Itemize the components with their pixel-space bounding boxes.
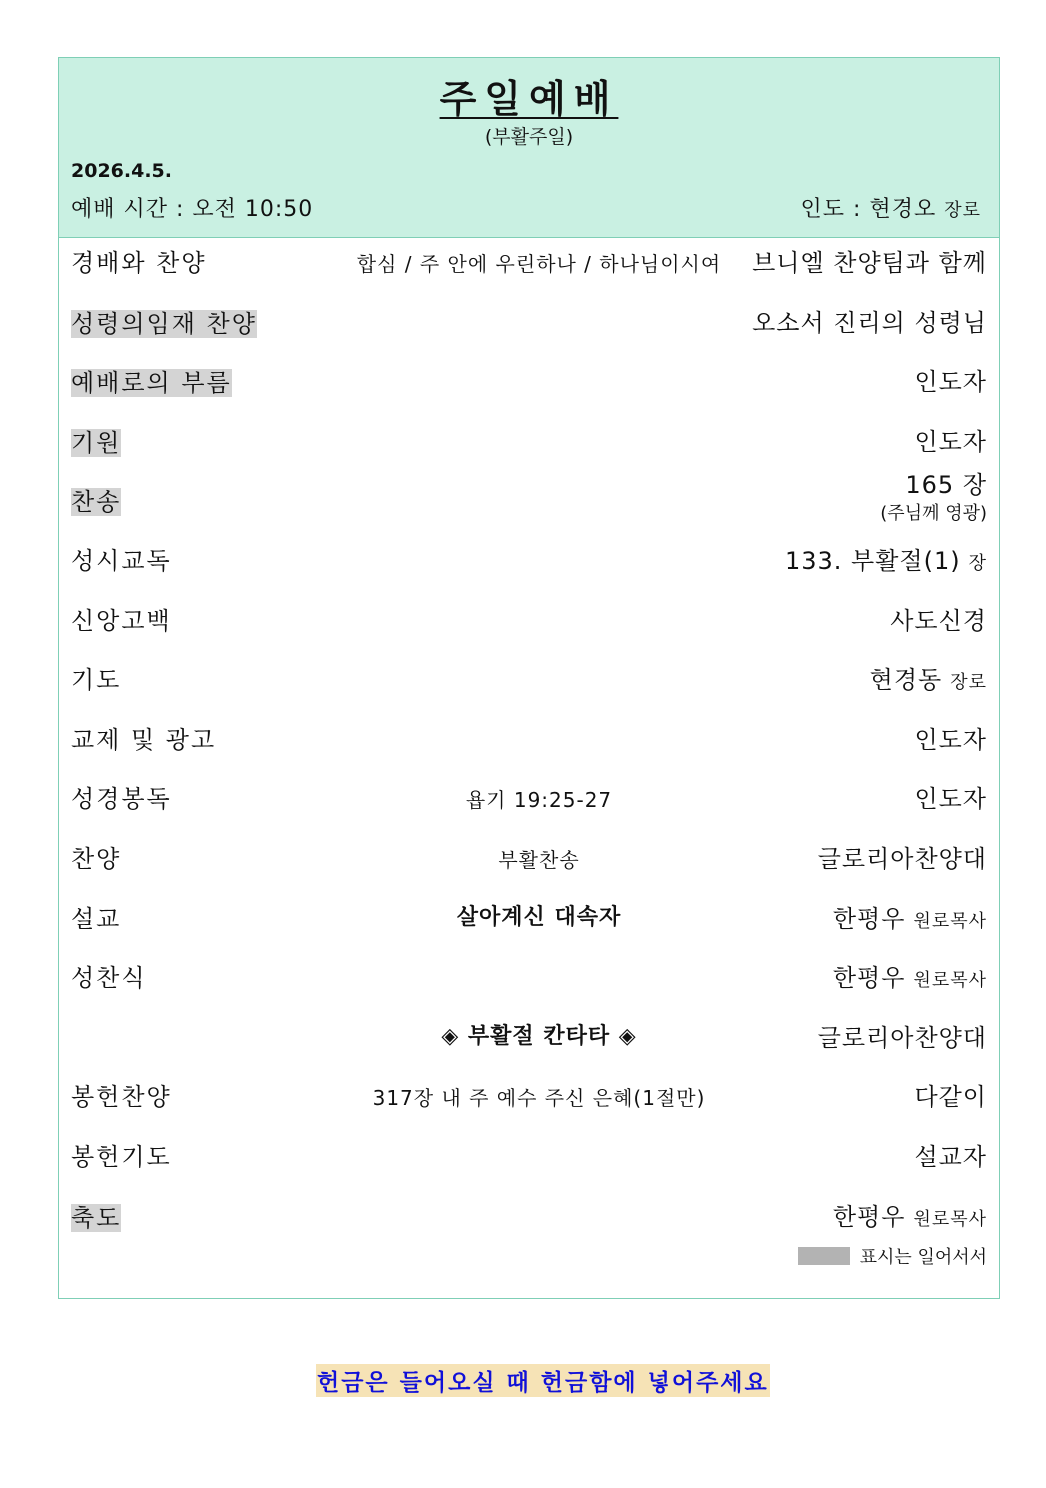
performer-name: 인도자 xyxy=(914,785,987,813)
order-performer xyxy=(914,1140,987,1174)
order-label: 찬양 xyxy=(71,845,122,873)
order-performer xyxy=(752,246,987,280)
order-performer xyxy=(890,604,987,638)
order-performer xyxy=(818,842,987,876)
order-row xyxy=(59,961,999,1001)
order-row xyxy=(59,902,999,942)
performer-name: 현경동 xyxy=(869,666,943,694)
order-label: 성경봉독 xyxy=(71,785,172,813)
leader-title: 장로 xyxy=(944,200,981,221)
order-performer xyxy=(914,723,987,757)
order-performer xyxy=(833,902,987,939)
page-subtitle: (부활주일) xyxy=(484,126,574,148)
order-performer xyxy=(785,544,987,581)
order-label: 성령의임재 찬양 xyxy=(71,310,257,338)
order-row xyxy=(59,1021,999,1061)
performer-name: 인도자 xyxy=(914,726,987,754)
order-row xyxy=(59,782,999,822)
order-detail: 살아계신 대속자 xyxy=(456,905,622,930)
order-detail: 부활찬송 xyxy=(498,848,580,872)
order-label: 성시교독 xyxy=(71,547,172,575)
performer-title: 원로목사 xyxy=(913,1209,987,1230)
legend-text: 표시는 일어서서 xyxy=(859,1247,987,1268)
order-label: 봉헌찬양 xyxy=(71,1083,172,1111)
order-label: 축도 xyxy=(71,1204,122,1232)
order-detail: ◈ 부활절 칸타타 ◈ xyxy=(441,1024,637,1049)
performer-title: 원로목사 xyxy=(913,911,987,932)
order-row xyxy=(59,365,999,405)
performer-name: 165 장 xyxy=(905,471,987,499)
order-row xyxy=(59,723,999,763)
order-performer xyxy=(914,425,987,459)
order-performer xyxy=(870,663,987,700)
performer-name: 다같이 xyxy=(914,1083,987,1111)
bulletin-header xyxy=(59,58,999,238)
order-row xyxy=(59,1080,999,1120)
performer-name: 브니엘 찬양팀과 함께 xyxy=(752,249,987,277)
order-row xyxy=(59,544,999,584)
performer-name: 글로리아찬양대 xyxy=(817,1024,987,1052)
performer-name: 글로리아찬양대 xyxy=(817,845,987,873)
order-performer xyxy=(818,1021,987,1055)
leader-name: 인도 : 현경오 xyxy=(800,197,937,222)
order-row xyxy=(59,1200,999,1240)
order-detail: 317장 내 주 예수 주신 은혜(1절만) xyxy=(372,1086,706,1110)
performer-title: 장로 xyxy=(950,672,987,693)
order-label: 찬송 xyxy=(71,488,122,516)
order-row xyxy=(59,425,999,465)
performer-name: 한평우 xyxy=(832,1203,906,1231)
order-detail: 욥기 19:25-27 xyxy=(465,788,613,812)
performer-name: 인도자 xyxy=(914,368,987,396)
performer-name: 사도신경 xyxy=(890,607,987,635)
order-label: 교제 및 광고 xyxy=(71,726,217,754)
performer-title: 장 xyxy=(968,553,987,574)
order-performer xyxy=(752,306,987,340)
offering-notice: 헌금은 들어오실 때 헌금함에 넣어주세요 xyxy=(316,1364,770,1397)
performer-name: 인도자 xyxy=(914,428,987,456)
order-row xyxy=(59,306,999,346)
performer-name: 133. 부활절(1) xyxy=(784,547,961,575)
performer-name: 설교자 xyxy=(914,1143,987,1171)
order-row xyxy=(59,604,999,644)
order-performer xyxy=(833,1200,987,1237)
order-label: 설교 xyxy=(71,905,122,933)
standing-swatch xyxy=(798,1247,850,1265)
performer-name: 한평우 xyxy=(832,905,906,933)
performer-title: 원로목사 xyxy=(913,970,987,991)
hymn-title: (주님께 영광) xyxy=(880,503,987,524)
order-label: 기도 xyxy=(71,666,122,694)
order-label: 기원 xyxy=(71,429,122,457)
service-time: 예배 시간 : 오전 10:50 xyxy=(71,197,314,222)
order-performer xyxy=(905,468,987,502)
order-row xyxy=(59,1140,999,1180)
page-title: 주일예배 xyxy=(439,77,619,121)
order-row xyxy=(59,471,999,524)
performer-name: 오소서 진리의 성령님 xyxy=(752,309,987,337)
order-performer xyxy=(833,961,987,998)
standing-legend xyxy=(798,1246,987,1270)
order-performer xyxy=(914,365,987,399)
order-performer xyxy=(914,782,987,816)
order-row xyxy=(59,246,999,286)
order-performer xyxy=(914,1080,987,1114)
order-detail: 합심 / 주 안에 우린하나 / 하나님이시여 xyxy=(356,252,722,276)
order-label: 성찬식 xyxy=(71,964,147,992)
order-row xyxy=(59,842,999,882)
order-row xyxy=(59,663,999,703)
order-label: 예배로의 부름 xyxy=(71,369,232,397)
performer-name: 한평우 xyxy=(832,964,906,992)
service-leader xyxy=(801,192,981,223)
bulletin-sheet xyxy=(58,57,1000,1299)
order-label: 경배와 찬양 xyxy=(71,249,207,277)
order-label: 봉헌기도 xyxy=(71,1143,172,1171)
service-date: 2026.4.5. xyxy=(71,160,172,182)
order-label: 신앙고백 xyxy=(71,607,172,635)
